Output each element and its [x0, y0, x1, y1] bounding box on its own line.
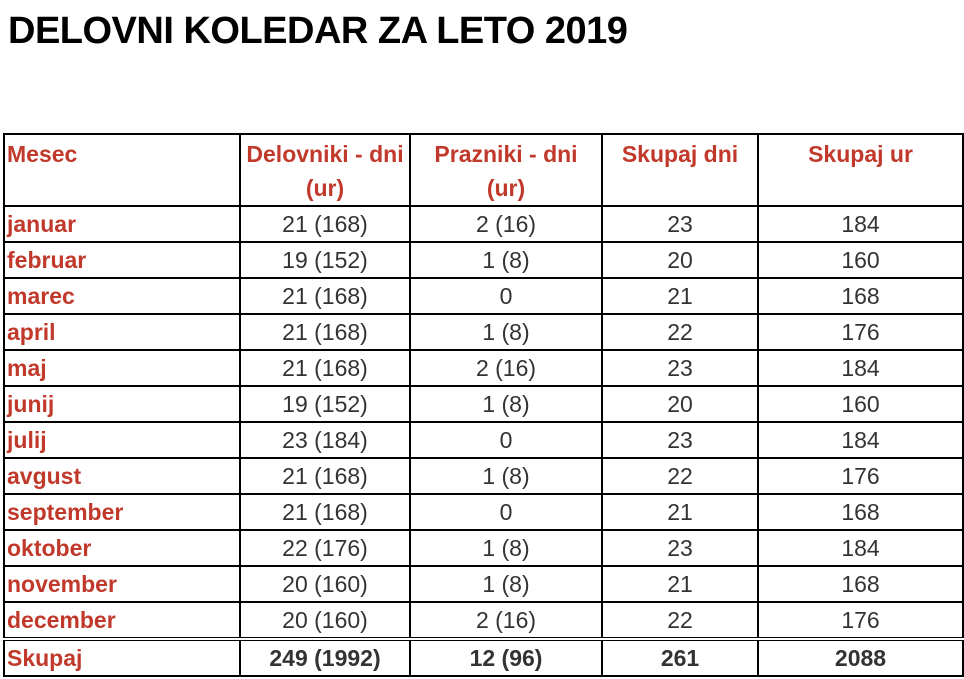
month-cell: oktober	[4, 530, 240, 566]
month-cell: november	[4, 566, 240, 602]
header-total-hours: Skupaj ur	[758, 134, 963, 206]
month-cell: maj	[4, 350, 240, 386]
table-row	[4, 350, 963, 386]
month-cell: april	[4, 314, 240, 350]
total-days-cell: 22	[602, 314, 758, 350]
total-days-cell: 21	[602, 566, 758, 602]
workdays-cell: 21 (168)	[240, 494, 410, 530]
total-hours-cell: 168	[758, 566, 963, 602]
holidays-cell: 2 (16)	[410, 350, 602, 386]
total-days-cell: 22	[602, 458, 758, 494]
total-total-hours-cell: 2088	[758, 639, 963, 676]
header-workdays: Delovniki - dni (ur)	[240, 134, 410, 206]
table-row	[4, 530, 963, 566]
table-row	[4, 566, 963, 602]
table-row	[4, 602, 963, 639]
table-row	[4, 242, 963, 278]
header-total-days: Skupaj dni	[602, 134, 758, 206]
holidays-cell: 2 (16)	[410, 206, 602, 242]
total-hours-cell: 160	[758, 386, 963, 422]
total-days-cell: 23	[602, 206, 758, 242]
total-hours-cell: 184	[758, 530, 963, 566]
workdays-cell: 23 (184)	[240, 422, 410, 458]
workdays-cell: 21 (168)	[240, 278, 410, 314]
workdays-cell: 22 (176)	[240, 530, 410, 566]
holidays-cell: 0	[410, 494, 602, 530]
total-holidays-cell: 12 (96)	[410, 639, 602, 676]
page-title: DELOVNI KOLEDAR ZA LETO 2019	[8, 10, 628, 52]
holidays-cell: 0	[410, 278, 602, 314]
total-workdays-cell: 249 (1992)	[240, 639, 410, 676]
header-holidays: Prazniki - dni (ur)	[410, 134, 602, 206]
holidays-cell: 1 (8)	[410, 530, 602, 566]
table-body	[4, 206, 963, 676]
total-hours-cell: 176	[758, 602, 963, 639]
total-total-days-cell: 261	[602, 639, 758, 676]
holidays-cell: 1 (8)	[410, 386, 602, 422]
total-row	[4, 639, 963, 676]
holidays-cell: 1 (8)	[410, 242, 602, 278]
total-days-cell: 21	[602, 494, 758, 530]
holidays-cell: 1 (8)	[410, 314, 602, 350]
table-row	[4, 458, 963, 494]
total-month-cell: Skupaj	[4, 639, 240, 676]
workdays-cell: 21 (168)	[240, 350, 410, 386]
workdays-cell: 20 (160)	[240, 566, 410, 602]
total-days-cell: 20	[602, 386, 758, 422]
total-hours-cell: 184	[758, 422, 963, 458]
work-calendar-table	[3, 133, 964, 677]
total-days-cell: 20	[602, 242, 758, 278]
total-hours-cell: 168	[758, 494, 963, 530]
header-month: Mesec	[4, 134, 240, 206]
total-hours-cell: 176	[758, 458, 963, 494]
table-row	[4, 386, 963, 422]
month-cell: marec	[4, 278, 240, 314]
table-row	[4, 314, 963, 350]
table-header-row	[4, 134, 963, 206]
total-hours-cell: 184	[758, 350, 963, 386]
total-hours-cell: 184	[758, 206, 963, 242]
total-hours-cell: 168	[758, 278, 963, 314]
month-cell: avgust	[4, 458, 240, 494]
workdays-cell: 21 (168)	[240, 314, 410, 350]
workdays-cell: 19 (152)	[240, 386, 410, 422]
table-row	[4, 206, 963, 242]
table-row	[4, 278, 963, 314]
month-cell: junij	[4, 386, 240, 422]
total-days-cell: 23	[602, 350, 758, 386]
month-cell: september	[4, 494, 240, 530]
workdays-cell: 20 (160)	[240, 602, 410, 639]
table-row	[4, 422, 963, 458]
total-days-cell: 23	[602, 422, 758, 458]
month-cell: februar	[4, 242, 240, 278]
total-days-cell: 23	[602, 530, 758, 566]
holidays-cell: 0	[410, 422, 602, 458]
workdays-cell: 21 (168)	[240, 206, 410, 242]
total-days-cell: 22	[602, 602, 758, 639]
holidays-cell: 1 (8)	[410, 566, 602, 602]
table-row	[4, 494, 963, 530]
holidays-cell: 1 (8)	[410, 458, 602, 494]
month-cell: december	[4, 602, 240, 639]
total-days-cell: 21	[602, 278, 758, 314]
total-hours-cell: 160	[758, 242, 963, 278]
holidays-cell: 2 (16)	[410, 602, 602, 639]
month-cell: julij	[4, 422, 240, 458]
month-cell: januar	[4, 206, 240, 242]
workdays-cell: 21 (168)	[240, 458, 410, 494]
workdays-cell: 19 (152)	[240, 242, 410, 278]
total-hours-cell: 176	[758, 314, 963, 350]
